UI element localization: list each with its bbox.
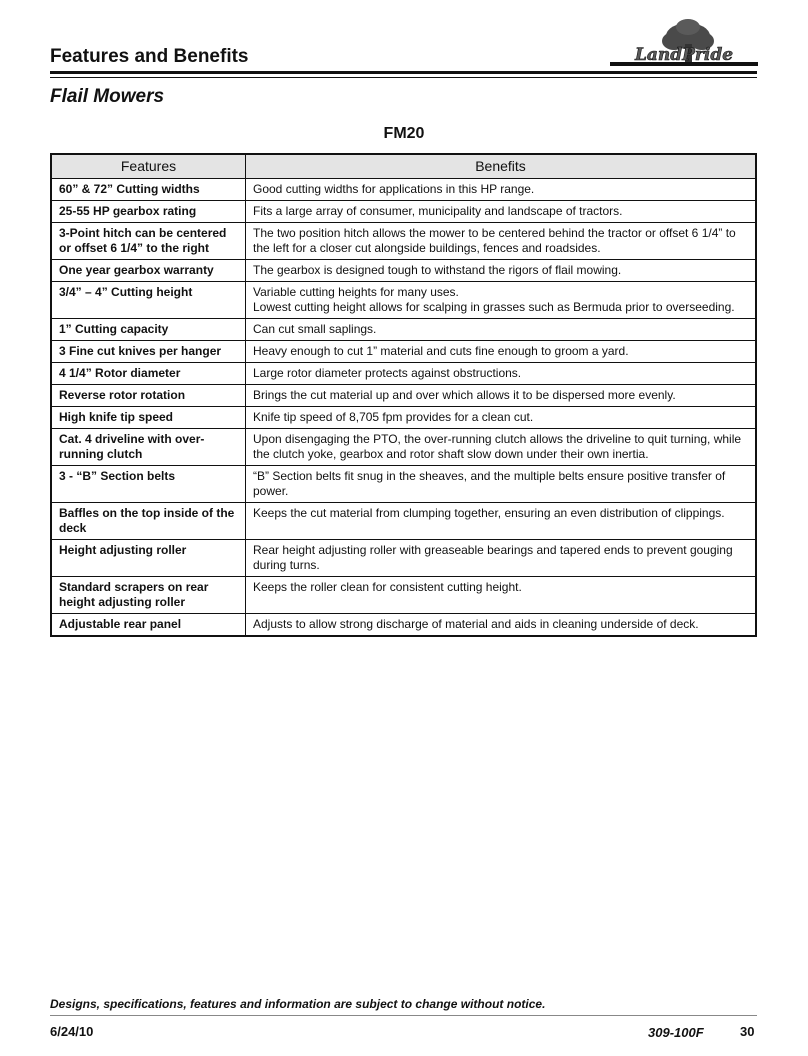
table-row xyxy=(51,319,756,341)
feature-cell: 3-Point hitch can be centered or offset 6 1/4” to the right xyxy=(51,223,246,260)
footer-date: 6/24/10 xyxy=(50,1024,94,1039)
footer-rule xyxy=(50,1015,757,1016)
benefit-cell: The two position hitch allows the mower to be centered behind the tractor or offset 6 1/4” to the left for a closer cut alongside buildings, fences and roadsides. xyxy=(246,223,757,260)
model-heading: FM20 xyxy=(383,125,425,142)
table-row xyxy=(51,363,756,385)
feature-cell: Cat. 4 driveline with over-running clutch xyxy=(51,429,246,466)
table-row xyxy=(51,223,756,260)
feature-cell: 3/4” – 4” Cutting height xyxy=(51,282,246,319)
feature-cell: Height adjusting roller xyxy=(51,540,246,577)
feature-cell: One year gearbox warranty xyxy=(51,260,246,282)
benefit-cell: “B” Section belts fit snug in the sheaves, and the multiple belts ensure positive transfer of power. xyxy=(246,466,757,503)
benefit-cell: The gearbox is designed tough to withstand the rigors of flail mowing. xyxy=(246,260,757,282)
column-header-benefits: Benefits xyxy=(246,154,757,179)
feature-cell: 25-55 HP gearbox rating xyxy=(51,201,246,223)
table-row xyxy=(51,614,756,637)
landpride-logo xyxy=(608,14,760,74)
section-subtitle: Flail Mowers xyxy=(50,86,165,107)
table-row xyxy=(51,179,756,201)
feature-cell: High knife tip speed xyxy=(51,407,246,429)
footer-doc-number: 309-100F xyxy=(648,1025,704,1040)
benefit-cell: Upon disengaging the PTO, the over-running clutch allows the driveline to quit turning, while the clutch yoke, gearbox and rotor shaft slow down under their own inertia. xyxy=(246,429,757,466)
table-row xyxy=(51,260,756,282)
logo-wordmark: LandPride xyxy=(634,45,734,65)
header-rule-thin xyxy=(50,77,757,78)
feature-cell: Adjustable rear panel xyxy=(51,614,246,637)
benefit-cell: Rear height adjusting roller with greaseable bearings and tapered ends to prevent gouging during turns. xyxy=(246,540,757,577)
feature-cell: Baffles on the top inside of the deck xyxy=(51,503,246,540)
feature-cell: 4 1/4” Rotor diameter xyxy=(51,363,246,385)
table-row xyxy=(51,540,756,577)
table-row xyxy=(51,429,756,466)
benefit-cell: Fits a large array of consumer, municipality and landscape of tractors. xyxy=(246,201,757,223)
benefit-cell: Large rotor diameter protects against obstructions. xyxy=(246,363,757,385)
benefit-cell: Good cutting widths for applications in this HP range. xyxy=(246,179,757,201)
table-row xyxy=(51,201,756,223)
table-row xyxy=(51,407,756,429)
table-body xyxy=(51,179,756,637)
header-rule xyxy=(50,71,757,74)
table-row xyxy=(51,282,756,319)
feature-cell: 3 Fine cut knives per hanger xyxy=(51,341,246,363)
benefit-cell: Can cut small saplings. xyxy=(246,319,757,341)
feature-cell: Reverse rotor rotation xyxy=(51,385,246,407)
benefit-cell: Knife tip speed of 8,705 fpm provides for a clean cut. xyxy=(246,407,757,429)
table-row xyxy=(51,503,756,540)
benefit-cell: Brings the cut material up and over which allows it to be dispersed more evenly. xyxy=(246,385,757,407)
table-row xyxy=(51,577,756,614)
benefit-cell: Heavy enough to cut 1” material and cuts fine enough to groom a yard. xyxy=(246,341,757,363)
features-benefits-table xyxy=(50,153,757,637)
benefit-cell: Keeps the cut material from clumping together, ensuring an even distribution of clippings. xyxy=(246,503,757,540)
feature-cell: 1” Cutting capacity xyxy=(51,319,246,341)
column-header-features: Features xyxy=(51,154,246,179)
footer-disclaimer: Designs, specifications, features and information are subject to change without notice. xyxy=(50,997,546,1011)
table-row xyxy=(51,466,756,503)
page-header-title: Features and Benefits xyxy=(50,46,249,67)
benefit-cell: Variable cutting heights for many uses. Lowest cutting height allows for scalping in grasses such as Bermuda prior to overseeding. xyxy=(246,282,757,319)
feature-cell: Standard scrapers on rear height adjusting roller xyxy=(51,577,246,614)
feature-cell: 60” & 72” Cutting widths xyxy=(51,179,246,201)
benefit-cell: Keeps the roller clean for consistent cutting height. xyxy=(246,577,757,614)
benefit-cell: Adjusts to allow strong discharge of material and aids in cleaning underside of deck. xyxy=(246,614,757,637)
page-number: 30 xyxy=(740,1024,755,1039)
feature-cell: 3 - “B” Section belts xyxy=(51,466,246,503)
table-header-row xyxy=(51,154,756,179)
table-row xyxy=(51,385,756,407)
table-row xyxy=(51,341,756,363)
